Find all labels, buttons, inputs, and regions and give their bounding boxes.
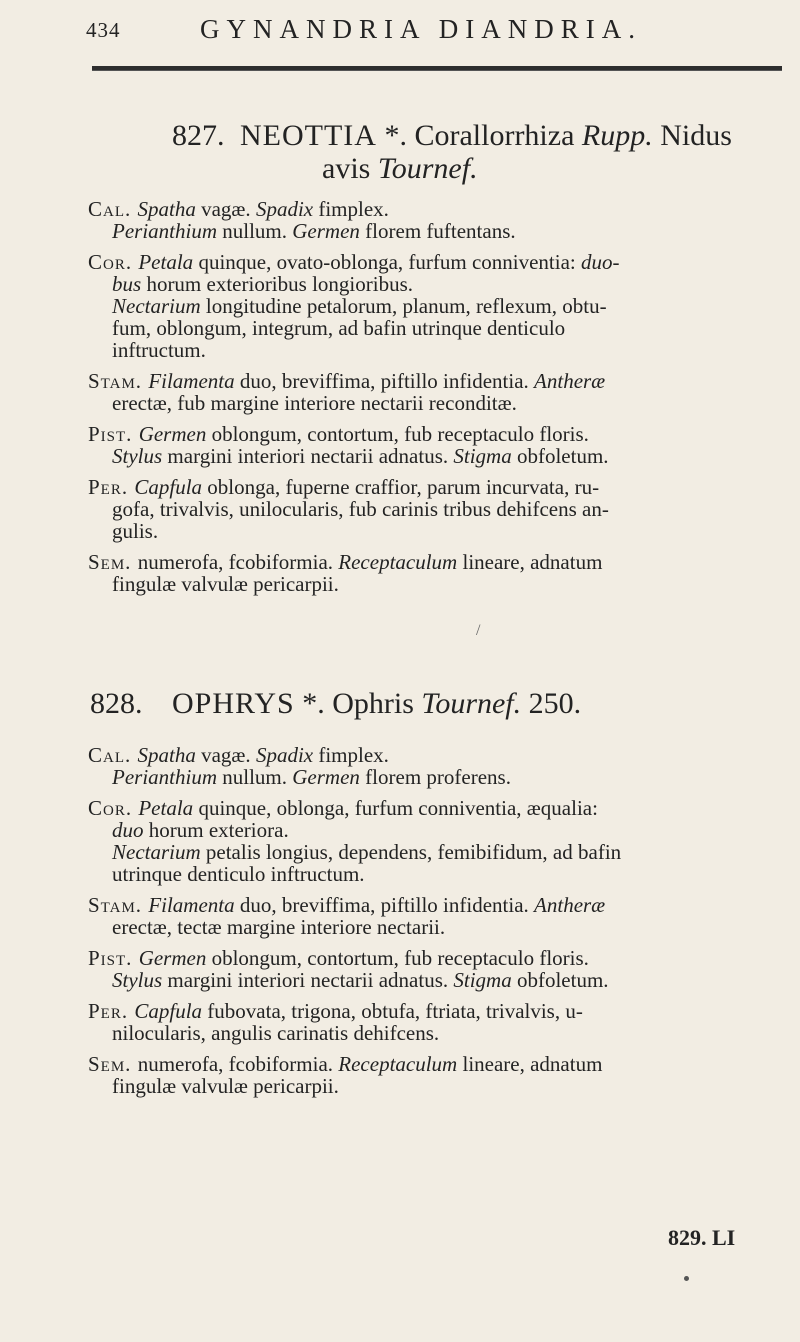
character-entry (88, 423, 788, 467)
text-line (88, 766, 788, 788)
italic-term: Perianthium (112, 219, 217, 243)
text-line (88, 251, 788, 273)
text-run: florem fuftentans. (359, 219, 516, 243)
genus-author: Rupp. (581, 119, 653, 152)
text-line (88, 220, 788, 242)
text-line (88, 573, 788, 595)
italic-term: Germen (138, 946, 207, 970)
text-run: gulis. (112, 519, 159, 543)
text-run: inftructum. (112, 338, 206, 362)
text-run: petalis longius, dependens, femibifidum, ad bafin (200, 840, 622, 864)
genus-synonym-tail: 250. (528, 687, 582, 720)
text-line (88, 317, 788, 339)
italic-term: Spadix (255, 197, 314, 221)
page-header (86, 14, 776, 54)
text-run: obfoletum. (511, 968, 609, 992)
text-line (88, 339, 788, 361)
italic-term: Antheræ (534, 369, 606, 393)
text-run: margini interiori nectarii adnatus. (162, 444, 454, 468)
genus-name: OPHRYS (172, 687, 295, 720)
genus-name: NEOTTIA (240, 119, 377, 152)
text-line (88, 498, 788, 520)
character-entry (88, 947, 788, 991)
text-run: nullum. (217, 765, 293, 789)
text-run: horum exterioribus longioribus. (141, 272, 413, 296)
text-line (88, 551, 788, 573)
character-entry (88, 476, 788, 542)
genus-synonym: Ophris (332, 687, 414, 720)
text-run: vagæ. (195, 743, 256, 767)
character-entry (88, 370, 788, 414)
text-run: obfoletum. (511, 444, 609, 468)
header-rule (92, 66, 782, 71)
italic-term: bus (112, 272, 142, 296)
italic-term: Germen (138, 422, 207, 446)
text-run: margini interiori nectarii adnatus. (162, 968, 454, 992)
character-entry (88, 744, 788, 788)
genus-number: 827. (172, 119, 225, 152)
text-line (88, 863, 788, 885)
character-label: Stam. (88, 893, 149, 917)
character-entry (88, 198, 788, 242)
italic-term: Stylus (112, 968, 163, 992)
italic-term: Capfula (134, 999, 203, 1023)
genus-number: 828. (90, 687, 143, 720)
character-label: Sem. (88, 550, 138, 574)
text-line (88, 1053, 788, 1075)
italic-term: Capfula (134, 475, 203, 499)
text-line (88, 198, 788, 220)
text-run: nullum. (217, 219, 293, 243)
text-run: longitudine petalorum, planum, reflexum, obtu- (200, 294, 607, 318)
text-run: fubovata, trigona, obtufa, ftriata, trivalvis, u- (202, 999, 583, 1023)
text-run: oblonga, fuperne craffior, parum incurvata, ru- (202, 475, 600, 499)
genus-title-line (90, 686, 710, 721)
character-entry (88, 551, 788, 595)
text-run: florem proferens. (359, 765, 511, 789)
text-line (88, 1075, 788, 1097)
text-line (88, 445, 788, 467)
text-run: numerofa, fcobiformia. (137, 550, 339, 574)
running-head: GYNANDRIA DIANDRIA. (200, 14, 642, 44)
ink-mark: / (476, 622, 481, 639)
italic-term: duo- (581, 250, 620, 274)
text-line (88, 1000, 788, 1022)
text-line (88, 894, 788, 916)
italic-term: Antheræ (534, 893, 606, 917)
text-run: lineare, adnatum (457, 1052, 603, 1076)
text-line (88, 969, 788, 991)
character-label: Per. (88, 475, 135, 499)
genus-synonym-word: avis (322, 152, 371, 185)
character-label: Per. (88, 999, 135, 1023)
catchword: 829. LI (668, 1225, 736, 1250)
text-run: oblongum, contortum, fub receptaculo floris. (206, 946, 589, 970)
text-line (88, 423, 788, 445)
text-line (88, 819, 788, 841)
italic-term: Petala (138, 796, 194, 820)
text-line (88, 295, 788, 317)
italic-term: Germen (292, 219, 360, 243)
genus-synonym-tail: Nidus (660, 119, 732, 152)
character-label: Pist. (88, 946, 139, 970)
text-run: erectæ, fub margine interiore nectarii reconditæ. (112, 391, 517, 415)
text-line (88, 744, 788, 766)
text-run: fingulæ valvulæ pericarpii. (112, 1074, 339, 1098)
text-run: fingulæ valvulæ pericarpii. (112, 572, 339, 596)
italic-term: duo (112, 818, 144, 842)
character-label: Pist. (88, 422, 139, 446)
text-run: quinque, ovato-oblonga, furfum conniventia: (193, 250, 582, 274)
text-line (88, 476, 788, 498)
character-entry (88, 1053, 788, 1097)
character-label: Sem. (88, 1052, 138, 1076)
text-run: duo, breviffima, piftillo infidentia. (234, 369, 535, 393)
text-run: duo, breviffima, piftillo infidentia. (234, 893, 535, 917)
text-line (88, 520, 788, 542)
text-run: gofa, trivalvis, unilocularis, fub carinis tribus dehifcens an- (112, 497, 609, 521)
text-run: lineare, adnatum (457, 550, 603, 574)
italic-term: Stigma (453, 444, 512, 468)
text-line (88, 370, 788, 392)
italic-term: Stigma (453, 968, 512, 992)
genus-author: Tournef. (421, 687, 522, 720)
genus-author-2: Tournef. (377, 152, 478, 185)
character-label: Cor. (88, 796, 139, 820)
text-run: fum, oblongum, integrum, ad bafin utrinque denticulo (112, 316, 566, 340)
genus-description-neottia (88, 198, 788, 604)
italic-term: Germen (292, 765, 360, 789)
italic-term: Spatha (137, 743, 196, 767)
italic-term: Nectarium (112, 294, 201, 318)
text-run: fimplex. (313, 743, 389, 767)
text-run: utrinque denticulo inftructum. (112, 862, 365, 886)
genus-heading-neottia (172, 118, 792, 185)
text-run: horum exteriora. (143, 818, 289, 842)
ink-dot (684, 1276, 689, 1281)
text-run: numerofa, fcobiformia. (137, 1052, 339, 1076)
text-line (88, 947, 788, 969)
italic-term: Nectarium (112, 840, 201, 864)
italic-term: Spatha (137, 197, 196, 221)
character-label: Cal. (88, 743, 138, 767)
text-run: nilocularis, angulis carinatis dehifcens. (112, 1021, 440, 1045)
genus-mark: *. (384, 119, 407, 152)
italic-term: Perianthium (112, 765, 217, 789)
character-label: Cal. (88, 197, 138, 221)
character-label: Stam. (88, 369, 149, 393)
italic-term: Filamenta (148, 893, 235, 917)
text-line (88, 916, 788, 938)
genus-description-ophrys (88, 744, 788, 1106)
character-entry (88, 251, 788, 361)
character-entry (88, 797, 788, 885)
text-line (88, 797, 788, 819)
text-line (88, 1022, 788, 1044)
page-number: 434 (86, 18, 121, 42)
text-line (88, 392, 788, 414)
text-line (88, 841, 788, 863)
italic-term: Spadix (255, 743, 314, 767)
genus-heading-ophrys (90, 686, 710, 721)
italic-term: Filamenta (148, 369, 235, 393)
character-entry (88, 1000, 788, 1044)
italic-term: Stylus (112, 444, 163, 468)
character-label: Cor. (88, 250, 139, 274)
character-entry (88, 894, 788, 938)
text-run: oblongum, contortum, fub receptaculo floris. (206, 422, 589, 446)
text-run: erectæ, tectæ margine interiore nectarii. (112, 915, 446, 939)
genus-synonym-continuation (172, 153, 792, 185)
genus-mark: *. (302, 687, 325, 720)
text-run: quinque, oblonga, furfum conniventia, æqualia: (193, 796, 598, 820)
genus-synonym: Corallorrhiza (414, 119, 575, 152)
italic-term: Petala (138, 250, 194, 274)
italic-term: Receptaculum (338, 1052, 458, 1076)
text-run: fimplex. (313, 197, 389, 221)
text-run: vagæ. (195, 197, 256, 221)
text-line (88, 273, 788, 295)
genus-title-line (172, 118, 792, 153)
italic-term: Receptaculum (338, 550, 458, 574)
